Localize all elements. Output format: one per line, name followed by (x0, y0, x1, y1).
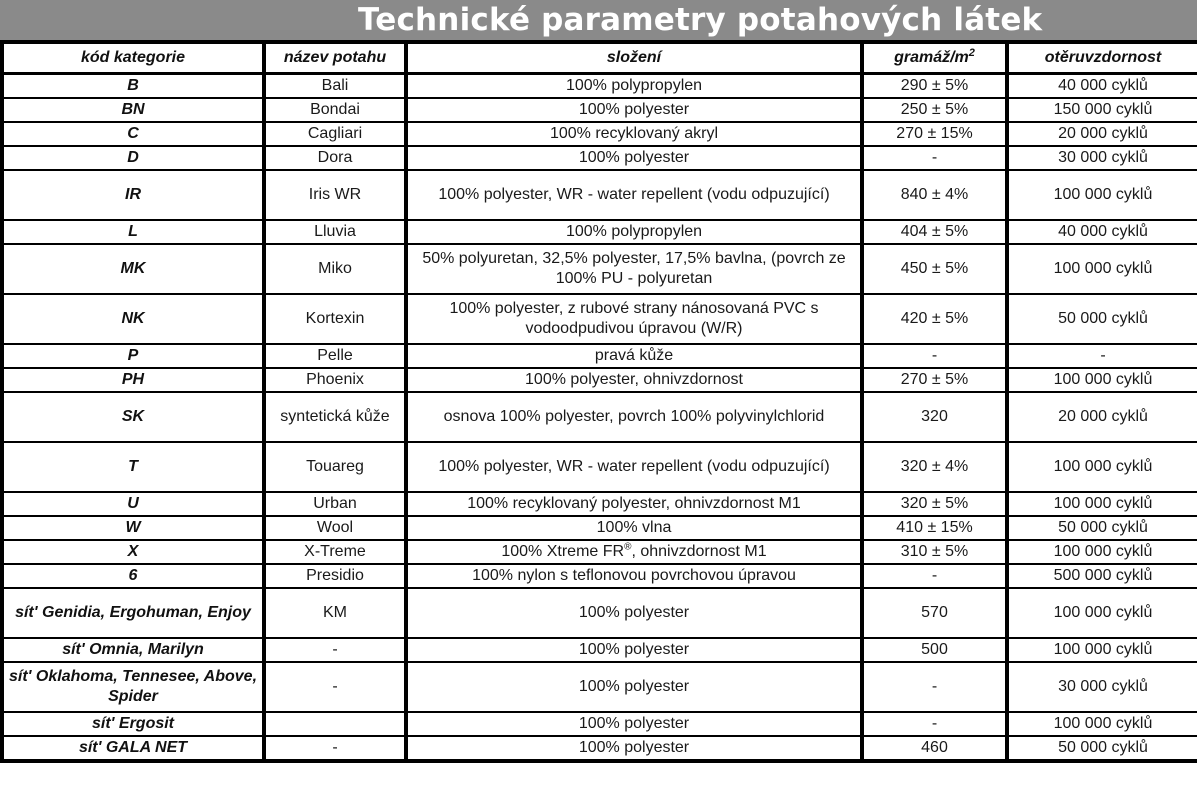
cell-code: sít' Genidia, Ergohuman, Enjoy (2, 588, 264, 638)
column-header-name: název potahu (264, 42, 406, 74)
cell-abrasion: 150 000 cyklů (1007, 98, 1197, 122)
cell-code: 6 (2, 564, 264, 588)
cell-name: Touareg (264, 442, 406, 492)
cell-composition: 100% nylon s teflonovou povrchovou úpravou (406, 564, 862, 588)
table-row (2, 146, 1197, 170)
cell-weight: 310 ± 5% (862, 540, 1007, 564)
cell-composition: 100% polyester (406, 588, 862, 638)
cell-composition: 100% polyester (406, 98, 862, 122)
cell-name: Miko (264, 244, 406, 294)
cell-weight: 270 ± 5% (862, 368, 1007, 392)
cell-weight: - (862, 662, 1007, 712)
cell-code: SK (2, 392, 264, 442)
cell-abrasion: 20 000 cyklů (1007, 122, 1197, 146)
cell-code: sít' Ergosit (2, 712, 264, 736)
cell-name: Kortexin (264, 294, 406, 344)
weight-header-superscript: 2 (968, 46, 975, 59)
cell-abrasion: 500 000 cyklů (1007, 564, 1197, 588)
cell-composition: 100% polyester, z rubové strany nánosovaná PVC s vodoodpudivou úpravou (W/R) (406, 294, 862, 344)
cell-abrasion: 50 000 cyklů (1007, 294, 1197, 344)
cell-code: D (2, 146, 264, 170)
cell-composition: 100% polypropylen (406, 220, 862, 244)
cell-weight: 404 ± 5% (862, 220, 1007, 244)
cell-name: Presidio (264, 564, 406, 588)
cell-name: Wool (264, 516, 406, 540)
cell-weight: 250 ± 5% (862, 98, 1007, 122)
cell-abrasion: 100 000 cyklů (1007, 244, 1197, 294)
cell-abrasion: - (1007, 344, 1197, 368)
table-row (2, 98, 1197, 122)
cell-name: KM (264, 588, 406, 638)
table-row (2, 492, 1197, 516)
column-header-composition: složení (406, 42, 862, 74)
cell-abrasion: 30 000 cyklů (1007, 662, 1197, 712)
page-title: Technické parametry potahových látek (0, 0, 1197, 40)
cell-code: BN (2, 98, 264, 122)
cell-composition: 100% polyester, ohnivzdornost (406, 368, 862, 392)
table-row (2, 220, 1197, 244)
cell-abrasion: 100 000 cyklů (1007, 492, 1197, 516)
cell-name (264, 712, 406, 736)
table-row (2, 540, 1197, 564)
cell-composition: 100% polyester (406, 712, 862, 736)
cell-composition: pravá kůže (406, 344, 862, 368)
composition-text: 100% Xtreme FR (501, 543, 625, 560)
cell-code: T (2, 442, 264, 492)
cell-composition: 100% polyester, WR - water repellent (vodu odpuzující) (406, 170, 862, 220)
cell-code: NK (2, 294, 264, 344)
cell-weight: 420 ± 5% (862, 294, 1007, 344)
table-row (2, 516, 1197, 540)
cell-name: Cagliari (264, 122, 406, 146)
table-row (2, 244, 1197, 294)
cell-composition: 100% polyester, WR - water repellent (vodu odpuzující) (406, 442, 862, 492)
cell-abrasion: 100 000 cyklů (1007, 442, 1197, 492)
cell-weight: 410 ± 15% (862, 516, 1007, 540)
cell-code: C (2, 122, 264, 146)
cell-abrasion: 50 000 cyklů (1007, 516, 1197, 540)
table-row (2, 638, 1197, 662)
cell-code: B (2, 74, 264, 99)
table-row (2, 442, 1197, 492)
cell-composition: 100% polyester (406, 638, 862, 662)
table-row (2, 392, 1197, 442)
cell-weight: 570 (862, 588, 1007, 638)
cell-composition: 100% polypropylen (406, 74, 862, 99)
table-row (2, 712, 1197, 736)
cell-weight: - (862, 564, 1007, 588)
cell-name: Bali (264, 74, 406, 99)
cell-composition: 100% polyester (406, 736, 862, 761)
cell-code: MK (2, 244, 264, 294)
cell-code: sít' Oklahoma, Tennesee, Above, Spider (2, 662, 264, 712)
table-row (2, 74, 1197, 99)
cell-code: sít' Omnia, Marilyn (2, 638, 264, 662)
cell-composition: 100% recyklovaný polyester, ohnivzdornost M1 (406, 492, 862, 516)
column-header-abrasion: otěruvzdornost (1007, 42, 1197, 74)
table-row (2, 122, 1197, 146)
cell-abrasion: 50 000 cyklů (1007, 736, 1197, 761)
composition-text-rest: , ohnivzdornost M1 (631, 543, 767, 560)
cell-composition: 100% polyester (406, 146, 862, 170)
cell-code: U (2, 492, 264, 516)
weight-header-label: gramáž/m (894, 48, 969, 66)
cell-abrasion: 40 000 cyklů (1007, 220, 1197, 244)
table-row (2, 662, 1197, 712)
cell-code: IR (2, 170, 264, 220)
cell-weight: 270 ± 15% (862, 122, 1007, 146)
cell-abrasion: 100 000 cyklů (1007, 170, 1197, 220)
cell-code: W (2, 516, 264, 540)
cell-code: P (2, 344, 264, 368)
cell-weight: 320 (862, 392, 1007, 442)
cell-name: Dora (264, 146, 406, 170)
cell-weight: - (862, 344, 1007, 368)
cell-abrasion: 100 000 cyklů (1007, 588, 1197, 638)
cell-abrasion: 40 000 cyklů (1007, 74, 1197, 99)
table-row (2, 368, 1197, 392)
table-header-row (2, 42, 1197, 74)
cell-composition: 50% polyuretan, 32,5% polyester, 17,5% bavlna, (povrch ze 100% PU - polyuretan (406, 244, 862, 294)
table-row (2, 564, 1197, 588)
cell-name: Urban (264, 492, 406, 516)
cell-name: Lluvia (264, 220, 406, 244)
cell-abrasion: 30 000 cyklů (1007, 146, 1197, 170)
cell-weight: 500 (862, 638, 1007, 662)
table-row (2, 344, 1197, 368)
cell-weight: 840 ± 4% (862, 170, 1007, 220)
cell-name: Phoenix (264, 368, 406, 392)
cell-composition: 100% polyester (406, 662, 862, 712)
cell-composition (406, 540, 862, 564)
cell-code: L (2, 220, 264, 244)
cell-weight: 450 ± 5% (862, 244, 1007, 294)
cell-name: Pelle (264, 344, 406, 368)
table-row (2, 736, 1197, 761)
cell-name: syntetická kůže (264, 392, 406, 442)
cell-name: - (264, 638, 406, 662)
cell-name: Bondai (264, 98, 406, 122)
cell-weight: 320 ± 5% (862, 492, 1007, 516)
cell-name: - (264, 662, 406, 712)
table-row (2, 294, 1197, 344)
cell-name: X-Treme (264, 540, 406, 564)
column-header-code: kód kategorie (2, 42, 264, 74)
cell-name: Iris WR (264, 170, 406, 220)
cell-code: X (2, 540, 264, 564)
table-row (2, 588, 1197, 638)
cell-abrasion: 20 000 cyklů (1007, 392, 1197, 442)
cell-abrasion: 100 000 cyklů (1007, 638, 1197, 662)
cell-composition: 100% recyklovaný akryl (406, 122, 862, 146)
cell-weight: - (862, 146, 1007, 170)
fabric-parameters-table (0, 40, 1197, 763)
cell-weight: - (862, 712, 1007, 736)
cell-abrasion: 100 000 cyklů (1007, 368, 1197, 392)
cell-composition: 100% vlna (406, 516, 862, 540)
cell-abrasion: 100 000 cyklů (1007, 712, 1197, 736)
cell-abrasion: 100 000 cyklů (1007, 540, 1197, 564)
cell-weight: 320 ± 4% (862, 442, 1007, 492)
registered-trademark-mark: ® (624, 541, 632, 553)
cell-weight: 290 ± 5% (862, 74, 1007, 99)
cell-name: - (264, 736, 406, 761)
cell-code: sít' GALA NET (2, 736, 264, 761)
table-row (2, 170, 1197, 220)
cell-composition: osnova 100% polyester, povrch 100% polyvinylchlorid (406, 392, 862, 442)
cell-code: PH (2, 368, 264, 392)
column-header-weight (862, 42, 1007, 74)
cell-weight: 460 (862, 736, 1007, 761)
